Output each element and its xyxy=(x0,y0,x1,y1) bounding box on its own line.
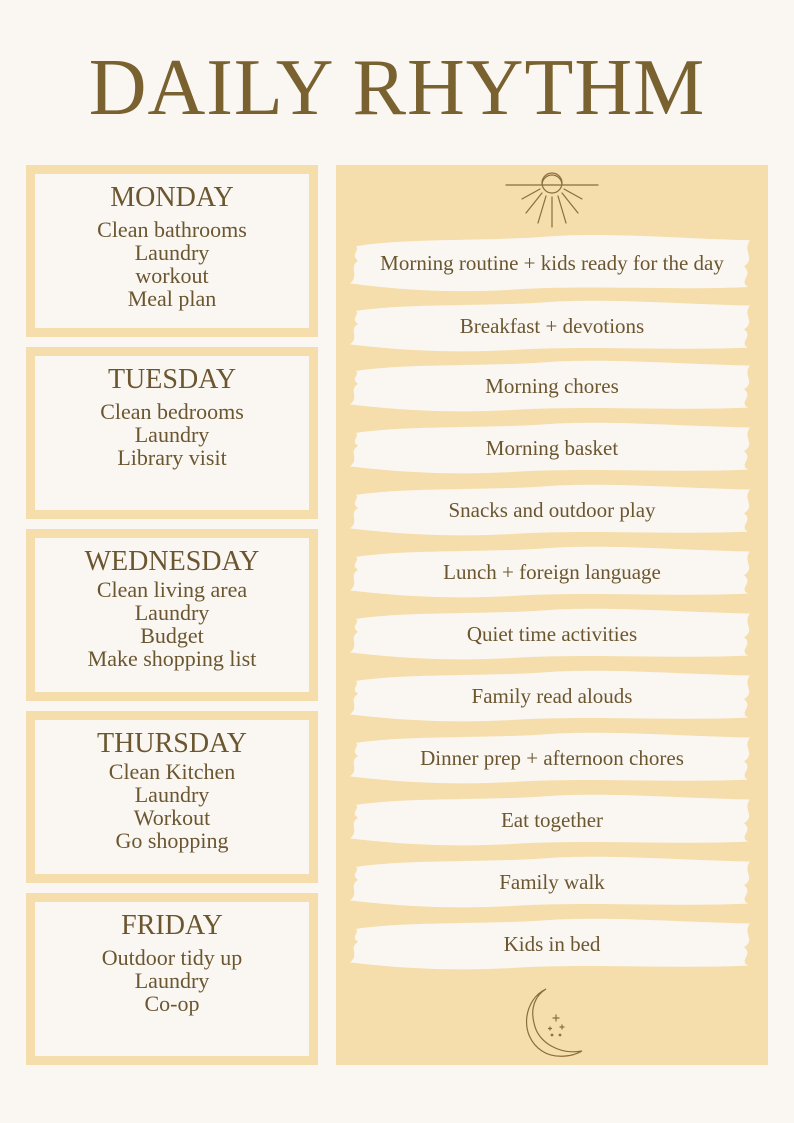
rhythm-item xyxy=(346,607,758,661)
day-name: THURSDAY xyxy=(97,728,247,759)
rhythm-item xyxy=(346,669,758,723)
day-card-body xyxy=(35,174,309,328)
rhythm-item xyxy=(346,359,758,413)
moon-icon xyxy=(516,985,586,1065)
rhythm-item-label: Family read alouds xyxy=(471,683,633,708)
day-card-monday xyxy=(26,165,318,337)
day-card-thursday xyxy=(26,711,318,883)
day-task: Co-op xyxy=(144,991,200,1016)
rhythm-item xyxy=(346,545,758,599)
rhythm-item-label: Breakfast + devotions xyxy=(459,313,645,338)
day-task: Laundry xyxy=(134,600,210,625)
day-card-body xyxy=(35,902,309,1056)
day-card-body xyxy=(35,356,309,510)
day-task: Workout xyxy=(133,805,211,830)
daily-rhythm-panel xyxy=(336,165,768,1065)
day-card-body xyxy=(35,538,309,692)
day-task: Laundry xyxy=(134,782,210,807)
day-task: Laundry xyxy=(134,968,210,993)
day-card-friday xyxy=(26,893,318,1065)
day-name: FRIDAY xyxy=(121,910,223,941)
rhythm-item xyxy=(346,421,758,475)
rhythm-item-label: Morning basket xyxy=(485,435,619,460)
day-task: Clean bathrooms xyxy=(97,217,247,242)
day-card-wednesday xyxy=(26,529,318,701)
rhythm-item xyxy=(346,483,758,537)
rhythm-item xyxy=(346,299,758,353)
day-task: Go shopping xyxy=(115,828,229,853)
day-task: Library visit xyxy=(117,445,227,470)
rhythm-item-label: Eat together xyxy=(500,807,604,832)
rhythm-item-label: Lunch + foreign language xyxy=(443,559,661,584)
rhythm-item xyxy=(346,233,758,293)
rhythm-item-label: Snacks and outdoor play xyxy=(448,497,656,522)
rhythm-item xyxy=(346,793,758,847)
day-task: Budget xyxy=(140,623,204,648)
rhythm-item-label: Family walk xyxy=(499,869,605,894)
rhythm-item-label: Morning routine + kids ready for the day xyxy=(380,250,724,275)
rhythm-item-label: Kids in bed xyxy=(503,931,601,956)
rhythm-item xyxy=(346,917,758,971)
day-task: Laundry xyxy=(134,422,210,447)
rhythm-item-label: Quiet time activities xyxy=(466,621,638,646)
rhythm-item-label: Morning chores xyxy=(485,373,619,398)
rhythm-item-label: Dinner prep + afternoon chores xyxy=(420,745,684,770)
day-task: Make shopping list xyxy=(87,646,257,671)
day-name: WEDNESDAY xyxy=(84,546,260,577)
rhythm-item xyxy=(346,731,758,785)
day-task: workout xyxy=(135,263,209,288)
day-task: Clean Kitchen xyxy=(108,759,236,784)
rhythm-item xyxy=(346,855,758,909)
day-task: Clean bedrooms xyxy=(100,399,244,424)
day-task: Clean living area xyxy=(96,577,248,602)
page-title: DAILY RHYTHM xyxy=(88,44,706,132)
day-name: TUESDAY xyxy=(107,364,237,395)
day-card-body xyxy=(35,720,309,874)
day-card-tuesday xyxy=(26,347,318,519)
sun-icon xyxy=(504,169,600,237)
day-task: Outdoor tidy up xyxy=(101,945,243,970)
day-task: Laundry xyxy=(134,240,210,265)
day-task: Meal plan xyxy=(127,286,217,311)
day-name: MONDAY xyxy=(110,182,234,213)
